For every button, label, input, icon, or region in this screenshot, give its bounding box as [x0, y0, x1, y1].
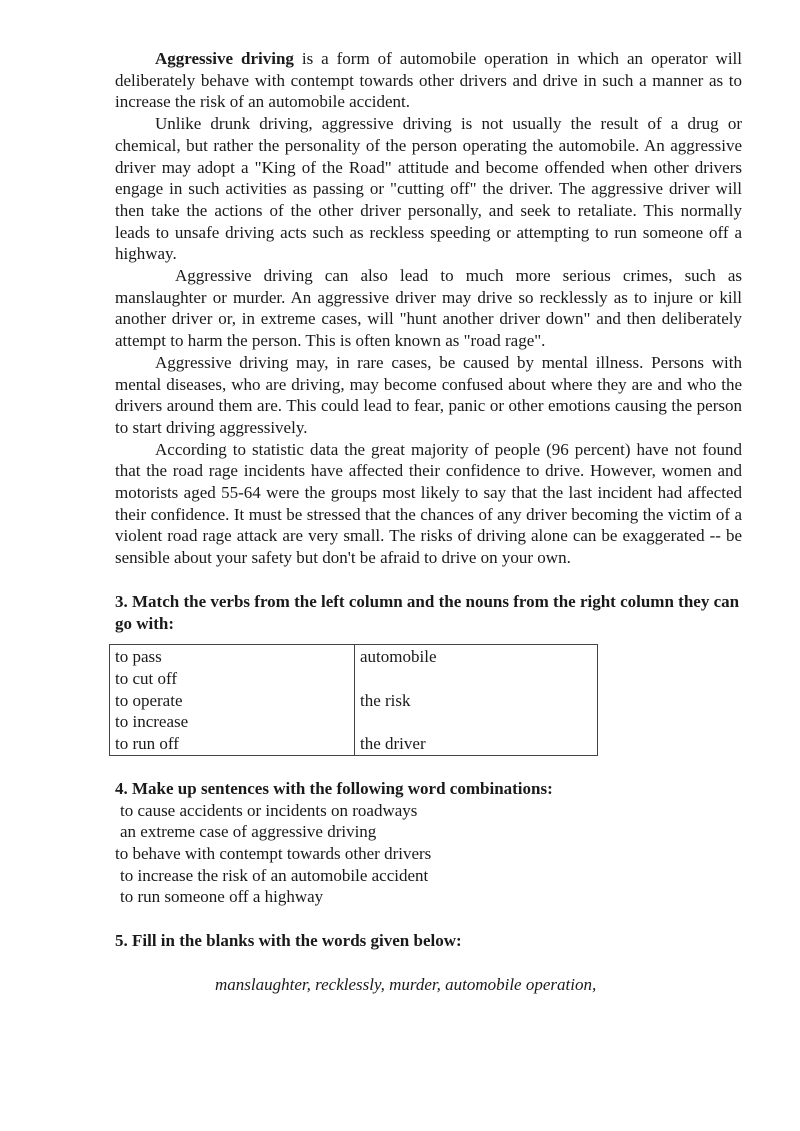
verb-item: to run off — [115, 734, 179, 754]
noun-item — [360, 711, 592, 733]
matching-table — [109, 644, 598, 756]
list-item: to behave with contempt towards other drivers — [115, 843, 432, 863]
spacer — [115, 569, 742, 591]
task-4-heading: 4. Make up sentences with the following word combinations: — [115, 778, 553, 798]
paragraph-2: Unlike drunk driving, aggressive driving is not usually the result of a drug or chemical, but rather the personality of the person operating the automobile. An aggressive driver may adopt a "King of the Road" attitude and become offended when other drivers engage in such activities as passing or "cutting off" the driver. The aggressive driver will then take the actions of the other driver personally, and seek to retaliate. This normally leads to unsafe driving acts such as reckless speeding or attempting to run someone off a highway. — [115, 114, 742, 264]
noun-item: automobile — [360, 647, 437, 667]
verbs-column — [110, 645, 355, 756]
paragraph-4: Aggressive driving may, in rare cases, be caused by mental illness. Persons with mental diseases, who are driving, may become confused about where they are and who the drivers around them are. This could lead to fear, panic or other emotions causing the person to start driving aggressively. — [115, 352, 742, 437]
spacer — [115, 952, 742, 974]
verb-item: to pass — [115, 647, 162, 667]
term-aggressive-driving: Aggressive driving — [155, 49, 294, 68]
verb-item: to increase — [115, 712, 189, 732]
paragraph-1 — [115, 48, 742, 113]
word-bank: manslaughter, recklessly, murder, automobile operation, — [215, 974, 597, 994]
paragraph-3: Aggressive driving can also lead to much more serious crimes, such as manslaughter or murder. An aggressive driver may drive so recklessly as to injure or kill another driver or, in extreme cases, will "hunt another driver down" and then deliberately attempt to harm the person. This is often known as "road rage". — [115, 266, 742, 351]
list-item: to cause accidents or incidents on roadways — [120, 800, 418, 820]
list-item: to run someone off a highway — [120, 887, 324, 907]
paragraph-5: According to statistic data the great majority of people (96 percent) have not found that the road rage incidents have affected their confidence to drive. However, women and motorists aged 55-64 were the groups most likely to say that the last incident had affected their confidence. It must be stressed that the chances of any driver becoming the victim of a violent road rage attack are very small. The risks of driving alone can be exaggerated -- be sensible about your safety but don't be afraid to drive on your own. — [115, 439, 742, 568]
table-row — [110, 645, 598, 756]
spacer — [115, 756, 742, 778]
noun-item: the driver — [360, 734, 426, 754]
spacer — [115, 634, 742, 644]
noun-item — [360, 668, 592, 690]
document-page — [115, 48, 742, 995]
noun-item: the risk — [360, 690, 411, 710]
spacer — [115, 908, 742, 930]
task-3-heading: 3. Match the verbs from the left column and the nouns from the right column they can go with: — [115, 591, 740, 633]
nouns-column — [355, 645, 598, 756]
paragraph-1-text: is a form of automobile operation in which an operator will deliberately behave with contempt towards other drivers and drive in such a manner as to increase the risk of an automobile accident. — [115, 49, 743, 112]
verb-item: to cut off — [115, 668, 178, 688]
list-item: to increase the risk of an automobile accident — [120, 865, 429, 885]
task-5-heading: 5. Fill in the blanks with the words given below: — [115, 931, 462, 951]
verb-item: to operate — [115, 690, 183, 710]
list-item: an extreme case of aggressive driving — [120, 822, 377, 842]
